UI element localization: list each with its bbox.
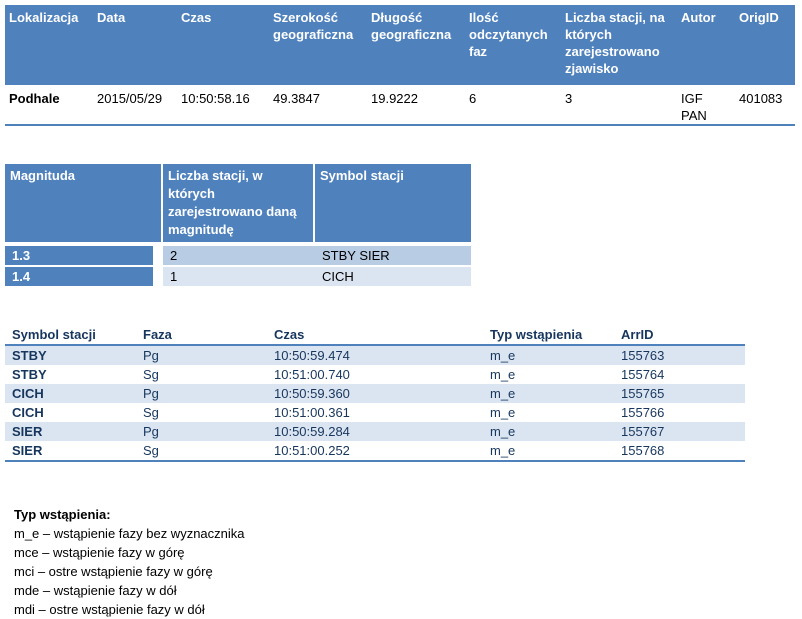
col-header-origid: OrigID: [739, 10, 779, 25]
col-header-magnituda: Magnituda: [5, 164, 163, 242]
cell-typ-wstapienia: m_e: [483, 384, 614, 403]
phase-table-header: [5, 326, 745, 345]
cell-typ-wstapienia: m_e: [483, 422, 614, 441]
cell-symbol-stacji: STBY SIER: [315, 242, 471, 265]
cell-arrid: 155763: [614, 345, 745, 365]
cell-arrid: 155764: [621, 367, 665, 382]
event-table-header: [5, 5, 795, 85]
cell-faza: Sg: [136, 441, 267, 461]
col-header-symbol-stacji: Symbol stacji: [320, 168, 404, 183]
cell-typ-wstapienia: m_e: [490, 367, 516, 382]
legend-item: mci – ostre wstąpienie fazy w górę: [14, 564, 213, 579]
col-header-lokalizacja: Lokalizacja: [9, 10, 79, 25]
cell-faza: Pg: [136, 345, 267, 365]
cell-origid: 401083: [735, 85, 795, 125]
legend-item: mce – wstąpienie fazy w górę: [14, 545, 185, 560]
cell-faza: Sg: [143, 367, 159, 382]
cell-magnituda: 1.4: [5, 265, 163, 286]
col-header-liczba-stacji-mag: Liczba stacji, w których zarejestrowano daną magnitudę: [163, 164, 315, 242]
cell-faza: Pg: [136, 422, 267, 441]
cell-czas: 10:50:59.284: [267, 422, 483, 441]
legend-item: mde – wstąpienie fazy w dół: [14, 583, 177, 598]
col-header-liczba-stacji: Liczba stacji, na których zarejestrowano zjawisko: [565, 10, 665, 76]
cell-liczba-stacji: 1: [163, 265, 315, 286]
cell-symbol-stacji: CICH: [315, 265, 471, 286]
onset-type-legend: [14, 505, 245, 619]
col-header-faza: Faza: [136, 326, 267, 345]
table-row: [5, 265, 471, 286]
legend-title: Typ wstąpienia:: [14, 507, 111, 522]
table-row: [5, 422, 745, 441]
cell-typ-wstapienia: m_e: [483, 441, 614, 461]
cell-arrid: 155765: [614, 384, 745, 403]
cell-czas: 10:51:00.361: [274, 405, 350, 420]
cell-liczba-stacji: 2: [163, 242, 315, 265]
cell-czas: 10:50:59.360: [267, 384, 483, 403]
col-header-szerokosc: Szerokość geograficzna: [273, 10, 354, 42]
col-header-arrid: ArrID: [614, 326, 745, 345]
cell-autor: IGF PAN: [677, 85, 735, 125]
cell-czas: 10:50:58.16: [177, 85, 269, 125]
cell-data: 2015/05/29: [93, 85, 177, 125]
magnitude-table: [5, 164, 471, 286]
phase-table: [5, 326, 745, 462]
col-header-ilosc-faz: Ilość odczytanych faz: [469, 10, 548, 59]
col-header-dlugosc: Długość geograficzna: [371, 10, 452, 42]
table-row: [5, 384, 745, 403]
cell-arrid: 155768: [614, 441, 745, 461]
cell-symbol-stacji: SIER: [5, 422, 136, 441]
col-header-czas: Czas: [267, 326, 483, 345]
cell-magnituda: 1.3: [5, 242, 163, 265]
cell-szerokosc: 49.3847: [269, 85, 367, 125]
cell-symbol-stacji: SIER: [5, 441, 136, 461]
cell-typ-wstapienia: m_e: [483, 345, 614, 365]
col-header-data: Data: [97, 10, 126, 25]
cell-czas: 10:51:00.252: [267, 441, 483, 461]
event-table: [5, 5, 795, 126]
table-row: [5, 403, 745, 422]
cell-czas: 10:51:00.740: [274, 367, 350, 382]
cell-ilosc-faz: 6: [465, 85, 561, 125]
magnitude-table-header: [5, 164, 471, 242]
cell-symbol-stacji: STBY: [5, 345, 136, 365]
table-row: [5, 365, 745, 384]
col-header-autor: Autor: [681, 10, 716, 25]
table-row: [5, 85, 795, 125]
col-header-symbol-stacji: Symbol stacji: [5, 326, 136, 345]
legend-item: m_e – wstąpienie fazy bez wyznacznika: [14, 526, 245, 541]
cell-arrid: 155767: [614, 422, 745, 441]
cell-faza: Pg: [136, 384, 267, 403]
cell-symbol-stacji: STBY: [12, 367, 47, 382]
cell-arrid: 155766: [621, 405, 665, 420]
col-header-czas: Czas: [181, 10, 212, 25]
cell-symbol-stacji: CICH: [12, 405, 44, 420]
cell-symbol-stacji: CICH: [5, 384, 136, 403]
cell-czas: 10:50:59.474: [267, 345, 483, 365]
cell-lokalizacja: Podhale: [5, 85, 93, 125]
cell-liczba-stacji: 3: [561, 85, 677, 125]
cell-faza: Sg: [143, 405, 159, 420]
table-row: [5, 242, 471, 265]
col-header-typ-wstapienia: Typ wstąpienia: [483, 326, 614, 345]
table-row: [5, 441, 745, 461]
cell-typ-wstapienia: m_e: [490, 405, 516, 420]
cell-dlugosc: 19.9222: [367, 85, 465, 125]
legend-item: mdi – ostre wstąpienie fazy w dół: [14, 602, 205, 617]
table-row: [5, 345, 745, 365]
